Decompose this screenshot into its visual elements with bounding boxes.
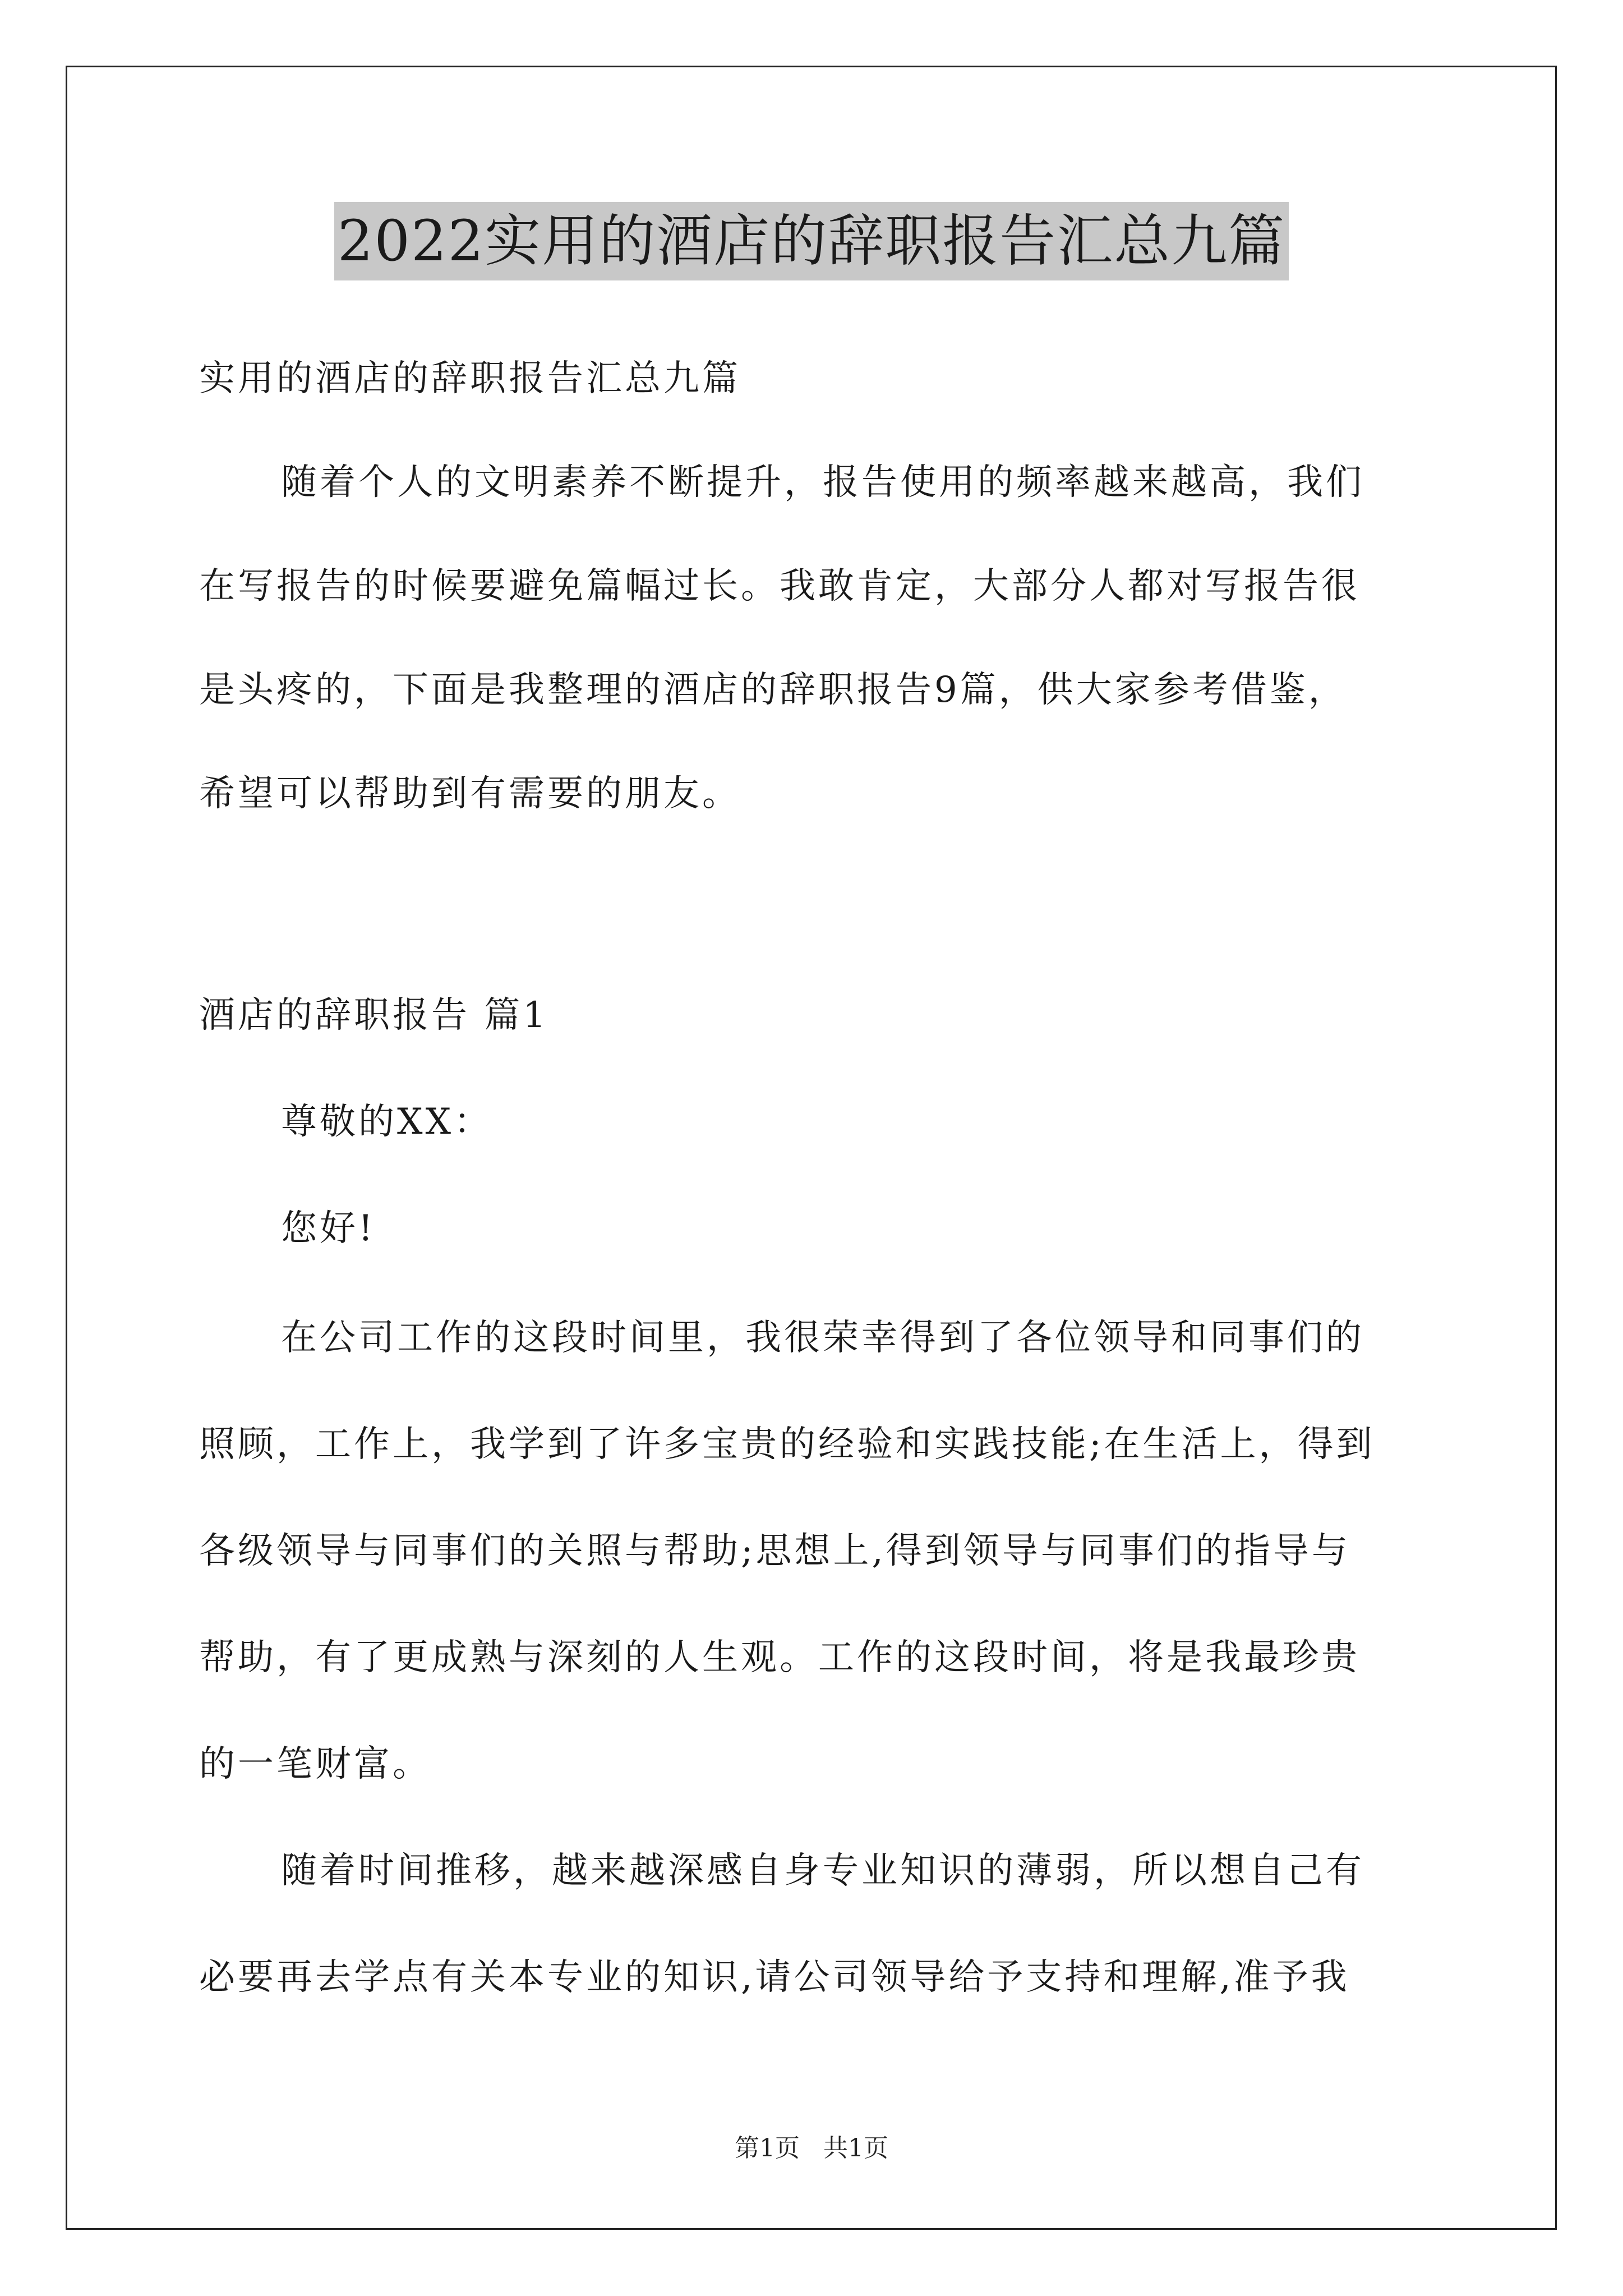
page-number: 第1页	[735, 2134, 800, 2162]
paragraph1-line: 在公司工作的这段时间里，我很荣幸得到了各位领导和同事们的	[281, 1317, 1364, 1359]
intro-line: 随着个人的文明素养不断提升，报告使用的频率越来越高，我们	[281, 462, 1364, 503]
paragraph1-line: 帮助，有了更成熟与深刻的人生观。工作的这段时间，将是我最珍贵	[199, 1637, 1360, 1678]
paragraph1-line: 各级领导与同事们的关照与帮助;思想上,得到领导与同事们的指导与	[199, 1530, 1350, 1572]
title-container	[0, 202, 1623, 280]
document-title: 2022实用的酒店的辞职报告汇总九篇	[334, 202, 1289, 280]
greeting: 您好!	[281, 1208, 376, 1249]
salutation: 尊敬的XX：	[281, 1101, 493, 1143]
section-heading: 酒店的辞职报告 篇1	[199, 995, 549, 1036]
intro-line: 希望可以帮助到有需要的朋友。	[199, 773, 741, 815]
document-subtitle: 实用的酒店的辞职报告汇总九篇	[199, 358, 741, 399]
page-footer	[0, 2132, 1623, 2165]
paragraph1-line: 照顾，工作上，我学到了许多宝贵的经验和实践技能;在生活上，得到	[199, 1424, 1375, 1465]
paragraph1-line: 的一笔财富。	[199, 1743, 431, 1785]
intro-line: 在写报告的时候要避免篇幅过长。我敢肯定，大部分人都对写报告很	[199, 565, 1360, 607]
paragraph2-line: 随着时间推移，越来越深感自身专业知识的薄弱，所以想自己有	[281, 1850, 1364, 1892]
intro-line: 是头疼的，下面是我整理的酒店的辞职报告9篇，供大家参考借鉴，	[199, 669, 1347, 711]
page-total: 共1页	[823, 2134, 888, 2162]
paragraph2-line: 必要再去学点有关本专业的知识,请公司领导给予支持和理解,准予我	[199, 1957, 1350, 1998]
